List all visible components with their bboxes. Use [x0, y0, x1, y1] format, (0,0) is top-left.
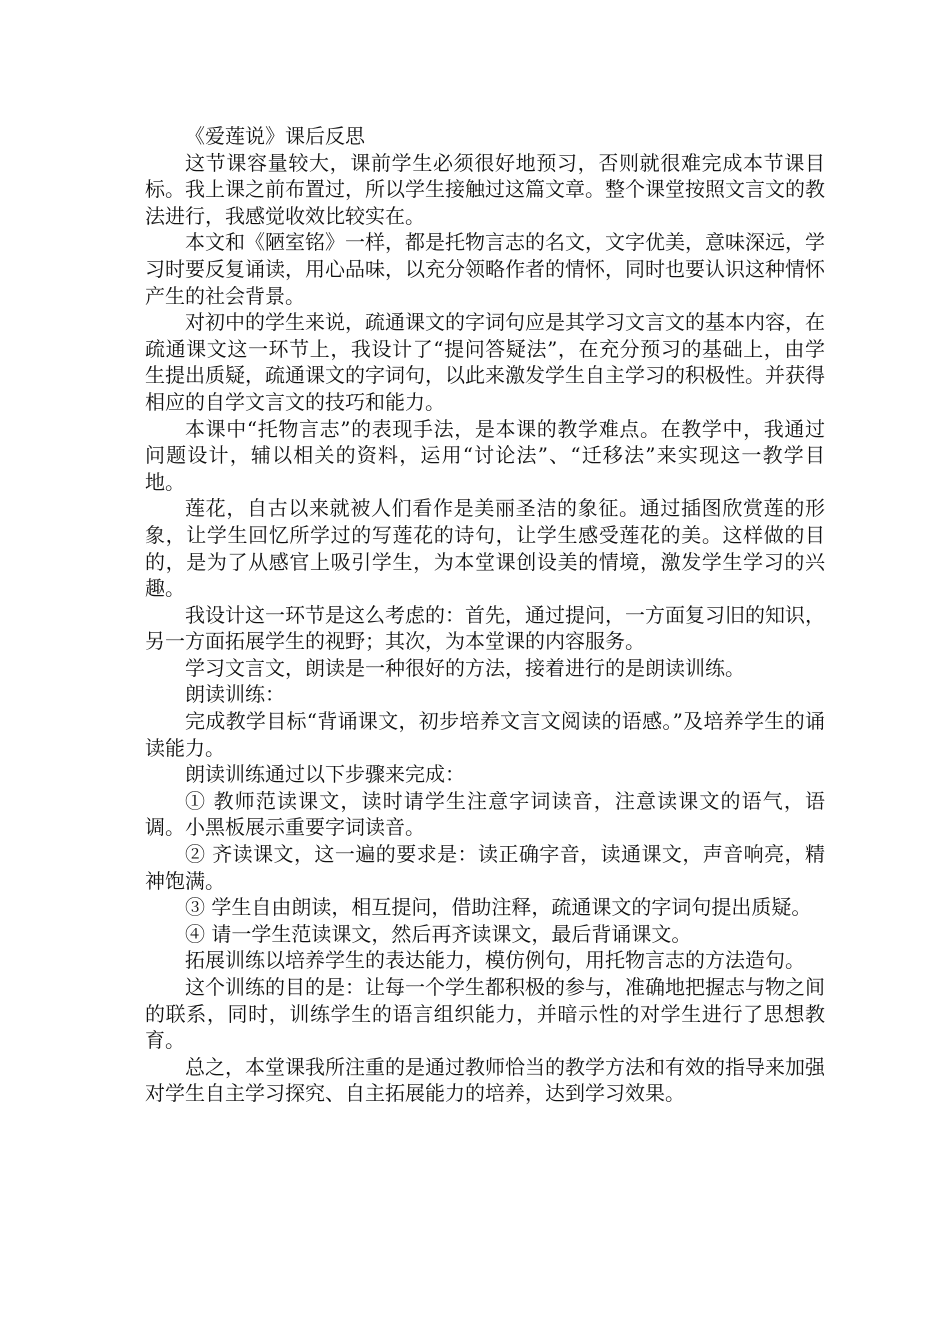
- list-item: ③ 学生自由朗读，相互提问，借助注释，疏通课文的字词句提出质疑。: [185, 895, 812, 920]
- paragraph: 拓展训练以培养学生的表达能力，模仿例句，用托物言志的方法造句。: [185, 948, 805, 973]
- paragraph: 本课中“托物言志”的表现手法，是本课的教学难点。在教学中，我通过问题设计，辅以相关的资料，运用“讨论法”、“迁移法”来实现这一教学目地。: [145, 416, 825, 494]
- paragraph: 本文和《陋室铭》一样，都是托物言志的名文，文字优美，意味深远，学习时要反复诵读，用心品味，以充分领略作者的情怀，同时也要认识这种情怀产生的社会背景。: [145, 230, 825, 308]
- paragraph: 我设计这一环节是这么考虑的：首先，通过提问，一方面复习旧的知识，另一方面拓展学生的视野；其次，为本堂课的内容服务。: [145, 602, 825, 654]
- paragraph: 总之，本堂课我所注重的是通过教师恰当的教学方法和有效的指导来加强对学生自主学习探究、自主拓展能力的培养，达到学习效果。: [145, 1054, 825, 1106]
- paragraph: 学习文言文，朗读是一种很好的方法，接着进行的是朗读训练。: [185, 655, 745, 680]
- list-item: ① 教师范读课文，读时请学生注意字词读音，注意读课文的语气，语调。小黑板展示重要字词读音。: [145, 788, 825, 840]
- paragraph: 朗读训练通过以下步骤来完成：: [185, 762, 465, 787]
- paragraph: 对初中的学生来说，疏通课文的字词句应是其学习文言文的基本内容，在疏通课文这一环节上，我设计了“提问答疑法”，在充分预习的基础上，由学生提出质疑，疏通课文的字词句，以此来激发学生自主学习的积极性。并获得相应的自学文言文的技巧和能力。: [145, 310, 825, 414]
- document-page: [145, 123, 825, 1107]
- document-title: 《爱莲说》课后反思: [185, 124, 365, 148]
- list-item: ② 齐读课文，这一遍的要求是：读正确字音，读通课文，声音响亮，精神饱满。: [145, 842, 825, 893]
- list-item: ④ 请一学生范读课文，然后再齐读课文，最后背诵课文。: [185, 921, 692, 946]
- section-heading: 朗读训练：: [185, 682, 285, 707]
- paragraph: 这个训练的目的是：让每一个学生都积极的参与，准确地把握志与物之间的联系，同时，训练学生的语言组织能力，并暗示性的对学生进行了思想教育。: [145, 975, 825, 1053]
- paragraph: 这节课容量较大，课前学生必须很好地预习，否则就很难完成本节课目标。我上课之前布置过，所以学生接触过这篇文章。整个课堂按照文言文的教法进行，我感觉收效比较实在。: [145, 150, 825, 228]
- paragraph: 完成教学目标“背诵课文，初步培养文言文阅读的语感。”及培养学生的诵读能力。: [145, 709, 825, 760]
- paragraph: 莲花，自古以来就被人们看作是美丽圣洁的象征。通过插图欣赏莲的形象，让学生回忆所学过的写莲花的诗句，让学生感受莲花的美。这样做的目的，是为了从感官上吸引学生，为本堂课创设美的情境，激发学生学习的兴趣。: [145, 496, 825, 601]
